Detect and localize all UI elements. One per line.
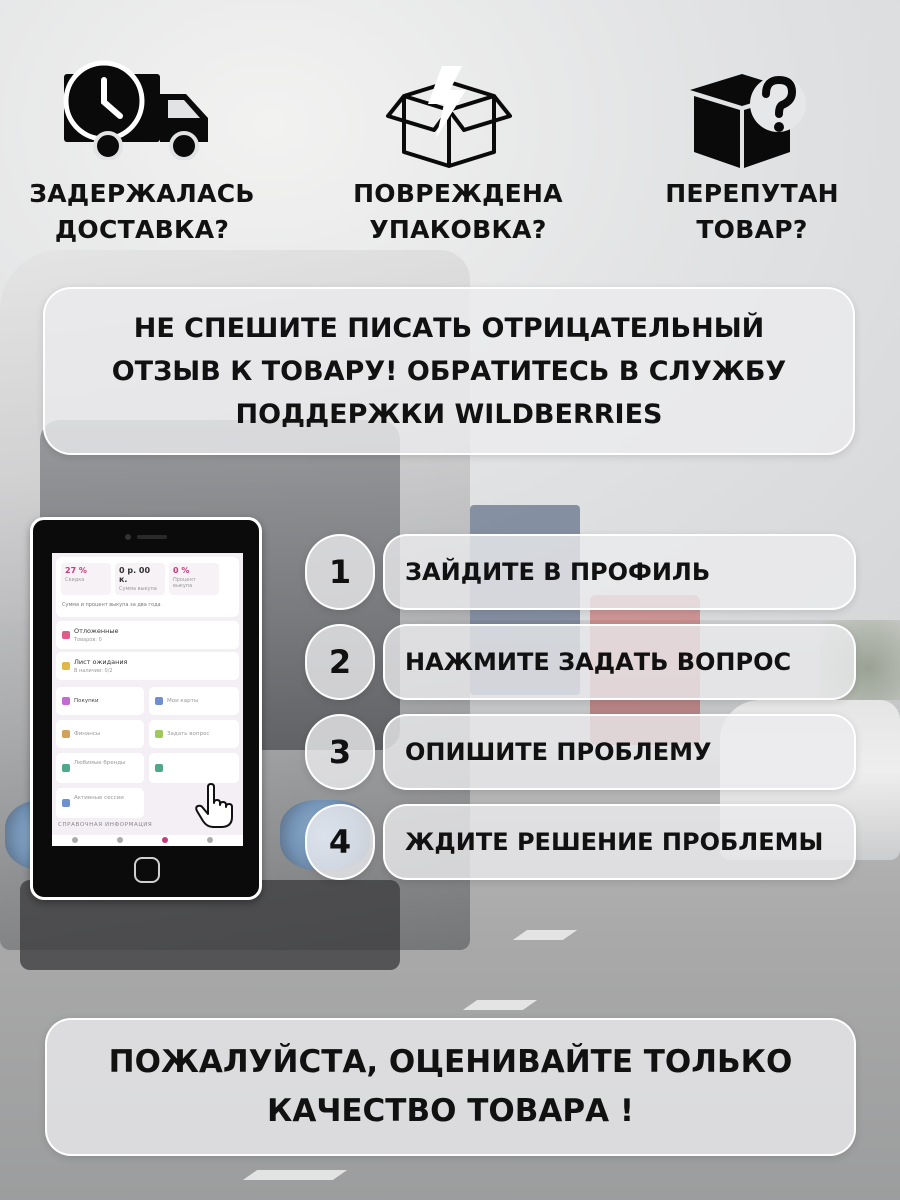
finances-label: Финансы: [74, 731, 101, 737]
sessions-tile[interactable]: [56, 788, 144, 818]
phone-mockup: [30, 517, 262, 900]
clock-icon: [62, 662, 70, 670]
waitlist-title: Лист ожидания: [74, 658, 128, 666]
stat-label: Процент выкупа: [173, 577, 196, 589]
step-number: 3: [328, 733, 352, 771]
bag-icon: [62, 697, 70, 705]
box-question-icon: [684, 56, 814, 174]
stat-percent: [169, 563, 219, 595]
phone-top: [125, 534, 169, 540]
warning-panel: [43, 287, 855, 455]
damaged-box-icon: [384, 60, 514, 170]
issue-line: ЗАДЕРЖАЛАСЬ: [29, 179, 255, 208]
sessions-label: Активные сессии: [74, 795, 124, 801]
help-section-title: СПРАВОЧНАЯ ИНФОРМАЦИЯ: [58, 822, 153, 828]
step-number-circle: [305, 804, 375, 880]
step-text: ЖДИТЕ РЕШЕНИЕ ПРОБЛЕМЫ: [405, 828, 824, 856]
issue-line: ПЕРЕПУТАН: [665, 179, 839, 208]
stat-label: Скидка: [65, 577, 85, 583]
issue-line: ПОВРЕЖДЕНА: [353, 179, 563, 208]
stat-value: 0 р. 00 к.: [119, 566, 151, 584]
wallet-icon: [62, 730, 70, 738]
home-nav-icon[interactable]: [72, 837, 78, 843]
stat-value: 27 %: [65, 566, 87, 575]
issue-line: ДОСТАВКА?: [54, 215, 230, 244]
issue-caption-delivery: [12, 176, 272, 248]
my-cards-label: Мои карты: [167, 698, 199, 704]
bottom-panel: [45, 1018, 856, 1156]
bottom-line: ПОЖАЛУЙСТА, ОЦЕНИВАЙТЕ ТОЛЬКО: [108, 1044, 793, 1080]
step-text: ОПИШИТЕ ПРОБЛЕМУ: [405, 738, 712, 766]
pointing-hand-icon: [194, 783, 234, 829]
catalog-nav-icon[interactable]: [117, 837, 123, 843]
step-number: 4: [328, 823, 352, 861]
stat-sum: [115, 563, 165, 595]
bottom-nav: [52, 835, 243, 846]
phone-screen: [52, 553, 243, 846]
chat-icon: [155, 730, 163, 738]
stat-value: 0 %: [173, 566, 190, 575]
delivery-truck-clock-icon: [62, 60, 212, 160]
tag-icon: [62, 764, 70, 772]
purchases-label: Покупки: [74, 698, 99, 704]
home-button[interactable]: [134, 857, 160, 883]
step-number-circle: [305, 624, 375, 700]
step-number: 1: [328, 553, 352, 591]
step-box: [383, 624, 856, 700]
extra-tile[interactable]: [149, 753, 239, 783]
step-box: [383, 804, 856, 880]
step-text: НАЖМИТЕ ЗАДАТЬ ВОПРОС: [405, 648, 792, 676]
stats-note: Сумма и процент выкупа за два года: [62, 602, 161, 608]
warning-line: ПОДДЕРЖКИ WILDBERRIES: [235, 398, 663, 430]
step-number: 2: [328, 643, 352, 681]
card-icon: [155, 697, 163, 705]
cart-nav-icon[interactable]: [162, 837, 168, 843]
step-number-circle: [305, 534, 375, 610]
camera: [125, 534, 131, 540]
profile-nav-icon[interactable]: [207, 837, 213, 843]
ask-question-tile[interactable]: [149, 720, 239, 748]
postponed-sub: Товаров: 0: [74, 637, 102, 643]
finances-tile[interactable]: [56, 720, 144, 748]
fav-brands-label: Любимые бренды: [74, 760, 126, 766]
stat-label: Сумма выкупа: [119, 586, 157, 592]
issue-caption-packaging: [328, 176, 588, 248]
bottom-line: КАЧЕСТВО ТОВАРА !: [267, 1093, 634, 1129]
issue-line: ТОВАР?: [696, 215, 808, 244]
waitlist-sub: В наличии: 0/2: [74, 668, 113, 674]
speaker: [137, 535, 167, 539]
postponed-title: Отложенные: [74, 627, 119, 635]
issue-line: УПАКОВКА?: [369, 215, 547, 244]
issue-caption-wrong-item: [622, 176, 882, 248]
monitor-icon: [62, 799, 70, 807]
stat-discount: [61, 563, 111, 595]
purchases-tile[interactable]: [56, 687, 144, 715]
waitlist-item[interactable]: [56, 652, 239, 680]
step-box: [383, 714, 856, 790]
step-number-circle: [305, 714, 375, 790]
postponed-item[interactable]: [56, 621, 239, 649]
globe-icon: [155, 764, 163, 772]
warning-line: ОТЗЫВ К ТОВАРУ! ОБРАТИТЕСЬ В СЛУЖБУ: [111, 355, 787, 387]
stats-card: [56, 557, 239, 617]
my-cards-tile[interactable]: [149, 687, 239, 715]
fav-brands-tile[interactable]: [56, 753, 144, 783]
warning-line: НЕ СПЕШИТЕ ПИСАТЬ ОТРИЦАТЕЛЬНЫЙ: [133, 312, 765, 344]
ask-question-label: Задать вопрос: [167, 731, 210, 737]
step-box: [383, 534, 856, 610]
lane-marking: [243, 1170, 347, 1180]
heart-icon: [62, 631, 70, 639]
step-text: ЗАЙДИТЕ В ПРОФИЛЬ: [405, 558, 711, 586]
